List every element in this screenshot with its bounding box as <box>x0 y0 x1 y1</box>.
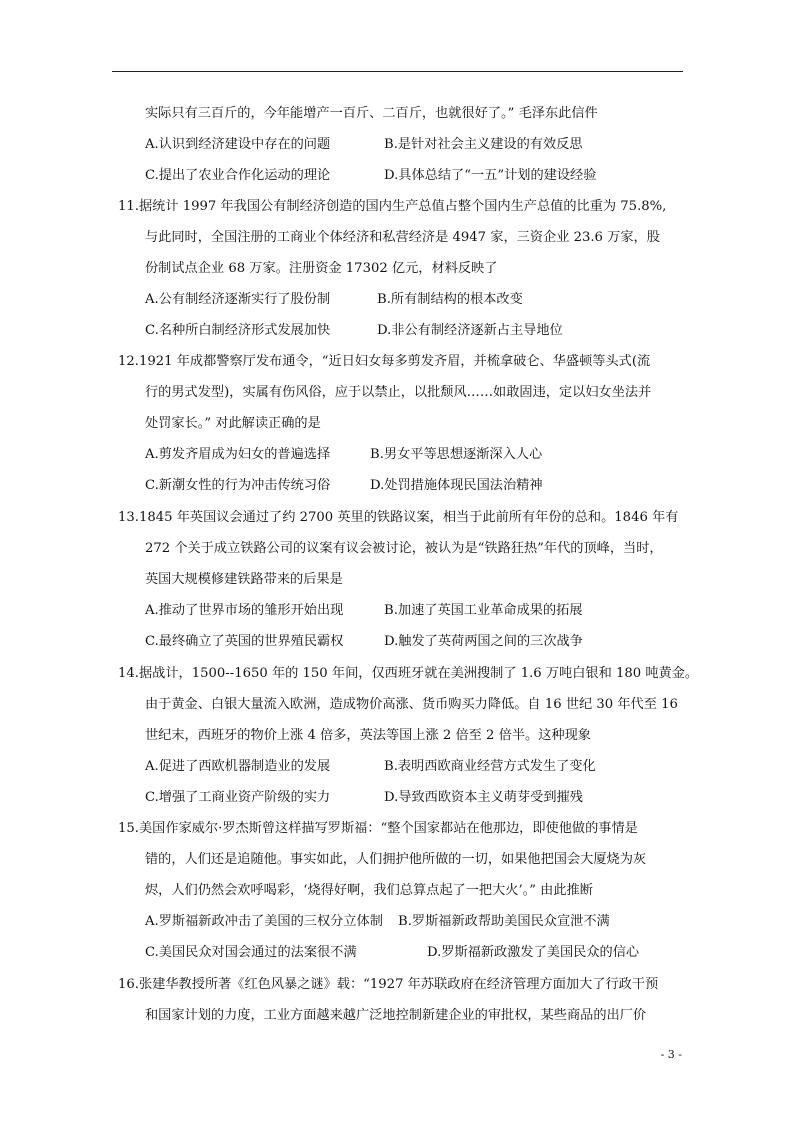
q15-option-d: D.罗斯福新政激发了美国民众的信心 <box>427 945 640 960</box>
q14-text-line: 由于黄金、白银大量流入欧洲，造成物价高涨、货币购买力降低。自 16 世纪 30 年代至 16 <box>145 697 678 712</box>
q12-text-line: 12.1921 年成都警察厅发布通令，“近日妇女每多剪发齐眉，并梳拿破仑、华盛顿等头式(流 <box>118 354 651 369</box>
q10-option-b: B.是针对社会主义建设的有效反思 <box>384 137 583 152</box>
q11-text-line: 与此同时，全国注册的工商业个体经济和私营经济是 4947 家，三资企业 23.6 万家，股 <box>145 230 660 245</box>
q14-text-line: 14.据战计，1500--1650 年的 150 年间，仅西班牙就在美洲搜制了 1.6 万吨白银和 180 吨黄金。 <box>118 666 699 681</box>
q11-option-c: C.名种所白制经济形式发展加快 <box>145 323 331 338</box>
q10-text-line: 实际只有三百斤的，今年能增产一百斤、二百斤，也就很好了。” 毛泽东此信件 <box>145 106 598 121</box>
q13-option-b: B.加速了英国工业革命成果的拓展 <box>384 603 583 618</box>
q11-option-b: B.所有制结构的根本改变 <box>377 292 523 307</box>
q14-option-d: D.导致西欧资本主义萌芽受到摧残 <box>384 790 583 805</box>
q14-option-a: A.促进了西欧机器制造业的发展 <box>145 759 331 774</box>
q16-text-line: 和国家计划的力度，工业方面越来越广泛地控制新建企业的审批权，某些商品的出厂价 <box>145 1008 647 1023</box>
q15-text-line: 烬，人们仍然会欢呼喝彩，‘烧得好啊，我们总算点起了一把大火’。” 由此推断 <box>145 883 593 898</box>
q13-text-line: 英国大规模修建铁路带来的后果是 <box>145 572 343 587</box>
q12-text-line: 处罚家长。” 对此解读正确的是 <box>145 416 321 431</box>
q12-option-c: C.新潮女性的行为冲击传统习俗 <box>145 478 331 493</box>
q11-option-a: A.公有制经济逐渐实行了股份制 <box>145 292 331 307</box>
q15-text-line: 错的，人们还是追随他。事实如此，人们拥护他所做的一切，如果他把国会大厦烧为灰 <box>145 852 647 867</box>
q14-option-b: B.表明西欧商业经营方式发生了变化 <box>384 759 596 774</box>
q10-option-c: C.提出了农业合作化运动的理论 <box>145 168 331 183</box>
q12-text-line: 行的男式发型)，实属有伤风俗，应于以禁止，以批颓风……如敢固违，定以妇女坐法并 <box>145 385 652 400</box>
q13-text-line: 272 个关于成立铁路公司的议案有议会被讨论，被认为是“铁路狂热”年代的顶峰，当时， <box>145 541 663 556</box>
q16-text-line: 16.张建华教授所著《红色风暴之谜》载：“1927 年苏联政府在经济管理方面加大了行政干预 <box>118 977 659 992</box>
q11-option-d: D.非公有制经济逐新占主导地位 <box>377 323 563 338</box>
q14-text-line: 世纪末，西班牙的物价上涨 4 倍多，英法等国上涨 2 倍至 2 倍半。这种现象 <box>145 728 591 743</box>
q15-option-a: A.罗斯福新政冲击了美国的三权分立体制 <box>145 914 383 929</box>
page-number: - 3 - <box>660 1048 682 1061</box>
q13-text-line: 13.1845 年英国议会通过了约 2700 英里的铁路议案，相当于此前所有年份的总和。1846 年有 <box>118 510 679 525</box>
q11-text-line: 11.据统计 1997 年我国公有制经济创造的国内生产总值占整个国内生产总值的比重为 75.8%, <box>118 199 667 214</box>
q15-text-line: 15.美国作家威尔·罗杰斯曾这样描写罗斯福：“整个国家都站在他那边，即使他做的事情是 <box>118 821 638 836</box>
q12-option-a: A.剪发齐眉成为妇女的普遍选择 <box>145 447 331 462</box>
q13-option-c: C.最终确立了英国的世界殖民霸权 <box>145 634 344 649</box>
q15-option-b: B.罗斯福新政帮助美国民众宣泄不满 <box>398 914 610 929</box>
q11-text-line: 份制试点企业 68 万家。注册资金 17302 亿元，材料反映了 <box>145 261 498 276</box>
q13-option-d: D.触发了英荷两国之间的三次战争 <box>384 634 583 649</box>
q15-option-c: C.美国民众对国会通过的法案很不满 <box>145 945 357 960</box>
q13-option-a: A.推动了世界市场的雏形开始出现 <box>145 603 344 618</box>
q12-option-d: D.处罚措施体现民国法治精神 <box>370 478 543 493</box>
q10-option-a: A.认识到经济建设中存在的问题 <box>145 137 331 152</box>
q10-option-d: D.具体总结了“一五”计划的建设经验 <box>384 168 597 183</box>
q12-option-b: B.男女平等思想逐渐深入人心 <box>370 447 543 462</box>
header-rule <box>112 71 683 72</box>
q14-option-c: C.增强了工商业资产阶级的实力 <box>145 790 331 805</box>
